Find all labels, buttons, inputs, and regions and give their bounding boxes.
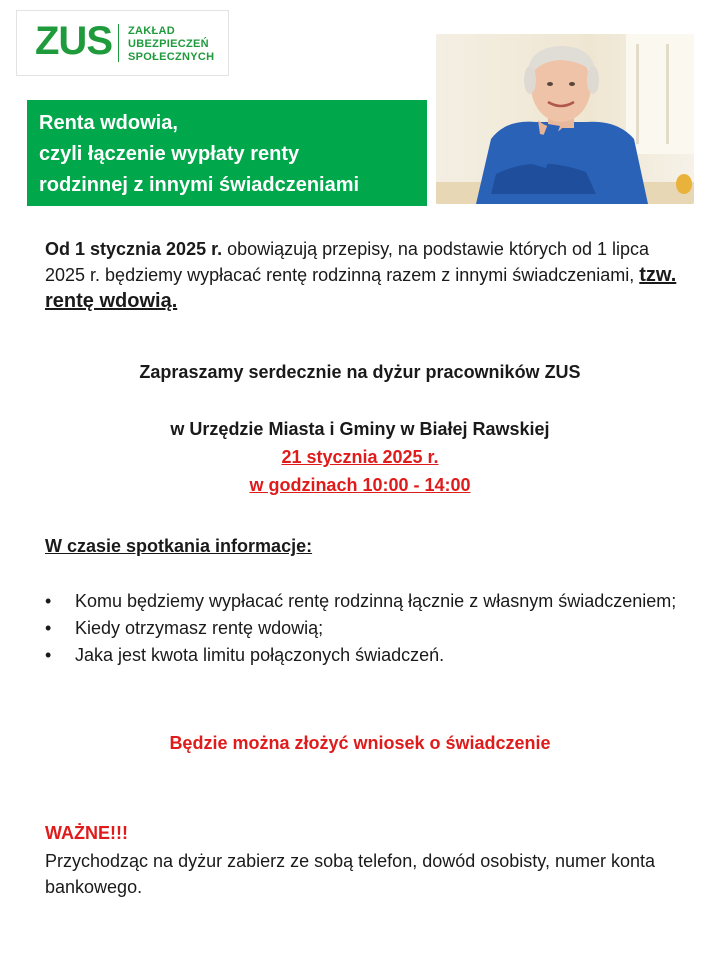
logo-line: UBEZPIECZEŃ	[128, 38, 209, 50]
logo-line: SPOŁECZNYCH	[128, 51, 215, 63]
zus-logo	[16, 10, 229, 76]
important-text: Przychodząc na dyżur zabierz ze sobą telefon, dowód osobisty, numer konta bankowego.	[45, 851, 655, 897]
logo-text	[128, 25, 214, 64]
title-line: rodzinnej z innymi świadczeniami	[39, 174, 360, 196]
title-line: Renta wdowia,	[39, 112, 178, 134]
intro-highlight: tzw. rentę wdowią.	[45, 264, 677, 312]
logo-divider	[118, 24, 119, 62]
photo-illustration	[436, 34, 694, 204]
invite-line: Zapraszamy serdecznie na dyżur pracowników ZUS	[139, 362, 581, 382]
senior-woman-photo	[436, 34, 694, 204]
important-heading: WAŻNE!!!	[45, 823, 128, 843]
apply-note: Będzie można złożyć wniosek o świadczenie	[169, 733, 551, 753]
logo-line: ZAKŁAD	[128, 25, 176, 37]
info-heading: W czasie spotkania informacje:	[45, 536, 313, 556]
info-list	[45, 588, 685, 669]
list-item: • Kiedy otrzymasz rentę wdowią;	[45, 615, 685, 642]
intro-text: obowiązują przepisy, na podstawie których od 1 lipca 2025 r. będziemy wypłacać rentę rodzinną razem z innymi świadczeniami,	[45, 239, 650, 285]
list-item: • Komu będziemy wypłacać rentę rodzinną łącznie z własnym świadczeniem;	[45, 588, 685, 615]
intro-paragraph	[45, 236, 685, 314]
intro-date: Od 1 stycznia 2025 r.	[45, 239, 223, 259]
title-banner	[27, 100, 427, 206]
venue-line: w Urzędzie Miasta i Gminy w Białej Rawskiej	[170, 419, 550, 439]
list-item: • Jaka jest kwota limitu połączonych świadczeń.	[45, 642, 685, 669]
title-line: czyli łączenie wypłaty renty	[39, 143, 300, 165]
event-hours: w godzinach 10:00 - 14:00	[249, 475, 471, 495]
logo-mark: ZUS	[35, 19, 112, 63]
event-date: 21 stycznia 2025 r.	[281, 447, 439, 467]
